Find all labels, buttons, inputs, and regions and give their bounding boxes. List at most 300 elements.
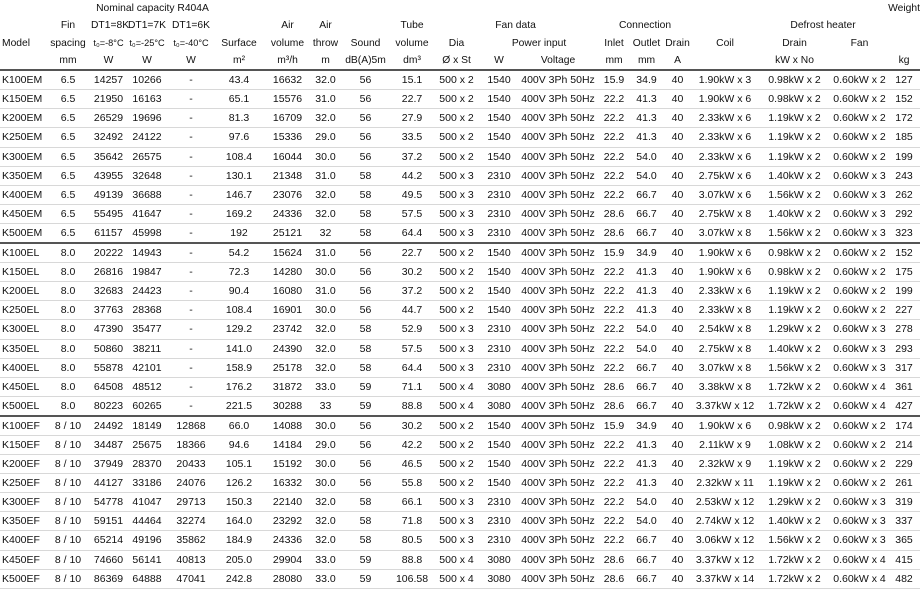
surface-cell: 242.8 xyxy=(225,572,253,585)
table-header xyxy=(0,0,920,70)
outlet-cell: 41.3 xyxy=(636,304,657,317)
air-throw-cell: 30.0 xyxy=(315,458,336,471)
outlet-cell: 34.9 xyxy=(636,74,657,87)
capacity-dt6-cell: - xyxy=(189,188,193,201)
outlet-cell: 66.7 xyxy=(636,572,657,585)
capacity-dt6-cell: - xyxy=(189,131,193,144)
air-volume-cell: 14280 xyxy=(272,266,303,279)
sound-cell: 58 xyxy=(359,207,372,220)
capacity-dt6-cell: - xyxy=(189,285,193,298)
drain-cell: 40 xyxy=(671,458,684,471)
drain-cell: 40 xyxy=(671,285,684,298)
voltage-cell: 400V 3Ph 50Hz xyxy=(521,74,595,87)
air-volume-cell: 25121 xyxy=(272,226,303,239)
air-volume-cell: 16901 xyxy=(272,304,303,317)
defrost-drain-cell: 1.19kW x 2 xyxy=(768,112,821,125)
model-cell: K350EM xyxy=(2,169,43,182)
fan-cell: 0.60kW x 4 xyxy=(833,380,886,393)
fan-power-cell: 1540 xyxy=(487,438,511,451)
coil-cell: 1.90kW x 6 xyxy=(698,266,752,279)
capacity-dt7-cell: 28370 xyxy=(132,458,162,471)
sound-cell: 56 xyxy=(359,304,372,317)
capacity-dt7-cell: 32648 xyxy=(132,169,162,182)
air-throw-cell: 33.0 xyxy=(315,380,336,393)
inlet-cell: 22.2 xyxy=(603,304,625,317)
coil-cell: 2.75kW x 8 xyxy=(698,207,752,220)
surface-cell: 105.1 xyxy=(225,458,253,471)
table-row xyxy=(0,282,920,301)
fin-spacing-cell: 6.5 xyxy=(60,131,76,144)
voltage-cell: 400V 3Ph 50Hz xyxy=(521,342,595,355)
table-row xyxy=(0,147,920,166)
surface-cell: 81.3 xyxy=(228,112,250,125)
table-row xyxy=(0,531,920,550)
fan-power-cell: 2310 xyxy=(487,323,511,336)
capacity-dt6-cell: 32274 xyxy=(176,515,206,528)
sound-cell: 56 xyxy=(359,285,372,298)
air-throw-cell: 33.0 xyxy=(315,572,336,585)
fan-dia-cell: 500 x 2 xyxy=(439,419,474,432)
fan-header: Fan xyxy=(850,37,869,49)
model-cell: K400EL xyxy=(2,361,40,374)
fan-dia-cell: 500 x 4 xyxy=(439,553,474,566)
inlet-cell: 28.6 xyxy=(603,399,625,412)
model-cell: K150EF xyxy=(2,438,40,451)
tube-volume-cell: 64.4 xyxy=(401,226,423,239)
weight-cell: 415 xyxy=(895,553,913,566)
w-unit-2: W xyxy=(142,54,152,66)
coil-cell: 3.07kW x 6 xyxy=(698,188,752,201)
coil-cell: 3.38kW x 8 xyxy=(698,380,752,393)
fan-cell: 0.60kW x 4 xyxy=(833,399,886,412)
capacity-dt6-cell: - xyxy=(189,169,193,182)
drain-cell: 40 xyxy=(671,188,684,201)
outlet-cell: 66.7 xyxy=(636,534,657,547)
drain-cell: 40 xyxy=(671,399,684,412)
tube-volume-cell: 52.9 xyxy=(401,323,423,336)
weight-cell: 199 xyxy=(895,150,913,163)
air-throw-cell: 32.0 xyxy=(315,342,336,355)
fan-power-cell: 1540 xyxy=(487,112,511,125)
capacity-dt7-cell: 48512 xyxy=(132,380,162,393)
air-throw-cell: 32.0 xyxy=(315,496,336,509)
outlet-cell: 54.0 xyxy=(636,342,657,355)
sound-cell: 59 xyxy=(359,380,372,393)
inlet-cell: 15.9 xyxy=(603,74,625,87)
coil-cell: 2.33kW x 6 xyxy=(698,131,752,144)
defrost-drain-cell: 1.72kW x 2 xyxy=(768,399,821,412)
table-row xyxy=(0,512,920,531)
sound-cell: 56 xyxy=(359,247,372,260)
air-throw-unit: m xyxy=(321,54,330,66)
surface-cell: 169.2 xyxy=(225,207,253,220)
fan-cell: 0.60kW x 2 xyxy=(833,477,886,490)
w-unit-3: W xyxy=(186,54,196,66)
voltage-cell: 400V 3Ph 50Hz xyxy=(521,534,595,547)
fin-spacing-cell: 8 / 10 xyxy=(54,438,82,451)
defrost-drain-cell: 1.40kW x 2 xyxy=(768,342,821,355)
fan-power-cell: 3080 xyxy=(487,380,511,393)
tube-volume-unit: dm³ xyxy=(403,54,421,66)
capacity-dt8-cell: 14257 xyxy=(93,74,124,87)
air-volume-cell: 16632 xyxy=(272,74,303,87)
weight-cell: 127 xyxy=(895,74,913,87)
weight-cell: 227 xyxy=(895,304,913,317)
air-throw-cell: 32.0 xyxy=(315,112,336,125)
surface-cell: 205.0 xyxy=(225,553,253,566)
tube-volume-cell: 15.1 xyxy=(401,74,423,87)
coil-cell: 2.33kW x 6 xyxy=(698,285,752,298)
sound-cell: 58 xyxy=(359,188,372,201)
inlet-cell: 28.6 xyxy=(603,207,625,220)
air-throw-cell: 32.0 xyxy=(315,323,336,336)
surface-header: Surface xyxy=(221,37,257,49)
coil-cell: 1.90kW x 3 xyxy=(698,74,752,87)
fan-cell: 0.60kW x 2 xyxy=(833,419,886,432)
capacity-dt7-cell: 35477 xyxy=(132,323,162,336)
outlet-cell: 66.7 xyxy=(636,188,657,201)
tube-volume-cell: 42.2 xyxy=(401,438,423,451)
air-throw-cell: 31.0 xyxy=(315,285,336,298)
weight-cell: 427 xyxy=(895,399,913,412)
fan-power-cell: 2310 xyxy=(487,207,511,220)
inlet-cell: 28.6 xyxy=(603,380,625,393)
defrost-drain-cell: 1.40kW x 2 xyxy=(768,207,821,220)
fin-spacing-cell: 8.0 xyxy=(60,323,76,336)
table-row xyxy=(0,185,920,204)
air-volume-label: volume xyxy=(270,37,305,49)
defrost-drain-cell: 0.98kW x 2 xyxy=(768,93,821,106)
capacity-dt7-cell: 25675 xyxy=(132,438,162,451)
air-throw-cell: 32.0 xyxy=(315,207,336,220)
surface-cell: 184.9 xyxy=(225,534,253,547)
drain-cell: 40 xyxy=(671,226,684,239)
coil-cell: 2.33kW x 6 xyxy=(698,150,752,163)
air-throw-cell: 33 xyxy=(319,399,332,412)
model-cell: K300EL xyxy=(2,323,40,336)
fan-cell: 0.60kW x 3 xyxy=(833,342,886,355)
inlet-cell: 15.9 xyxy=(603,247,625,260)
weight-cell: 243 xyxy=(895,169,913,182)
fan-dia-cell: 500 x 2 xyxy=(439,150,474,163)
fin-spacing-cell: 8.0 xyxy=(60,266,76,279)
fan-data-header: Fan data xyxy=(495,20,536,32)
air-throw-cell: 32.0 xyxy=(315,188,336,201)
defrost-drain-cell: 0.98kW x 2 xyxy=(768,247,821,260)
air-throw-cell: 32.0 xyxy=(315,534,336,547)
tube-volume-cell: 57.5 xyxy=(401,207,423,220)
inlet-header: Inlet xyxy=(604,37,624,49)
voltage-cell: 400V 3Ph 50Hz xyxy=(521,131,595,144)
air-volume-cell: 15192 xyxy=(272,458,303,471)
coil-cell: 3.06kW x 12 xyxy=(695,534,755,547)
sound-cell: 59 xyxy=(359,553,372,566)
air-volume-cell: 15624 xyxy=(272,247,303,260)
capacity-dt8-cell: 21950 xyxy=(93,93,124,106)
coil-cell: 1.90kW x 6 xyxy=(698,93,752,106)
weight-cell: 229 xyxy=(895,458,913,471)
table-row xyxy=(0,243,920,263)
capacity-dt7-cell: 18149 xyxy=(132,419,162,432)
table-row xyxy=(0,128,920,147)
fin-spacing-cell: 6.5 xyxy=(60,207,76,220)
capacity-dt7-cell: 64888 xyxy=(132,572,162,585)
coil-cell: 3.37kW x 12 xyxy=(695,399,755,412)
capacity-dt7-cell: 10266 xyxy=(132,74,162,87)
capacity-dt8-cell: 50860 xyxy=(93,342,124,355)
surface-cell: 176.2 xyxy=(225,380,253,393)
outlet-cell: 66.7 xyxy=(636,361,657,374)
table-row xyxy=(0,263,920,282)
fan-dia-cell: 500 x 2 xyxy=(439,266,474,279)
inlet-cell: 15.9 xyxy=(603,419,625,432)
fan-dia-cell: 500 x 2 xyxy=(439,93,474,106)
t0-minus40-header: t₀=-40°C xyxy=(173,37,209,48)
fan-power-cell: 1540 xyxy=(487,477,511,490)
capacity-dt6-cell: 12868 xyxy=(176,419,206,432)
air-volume-cell: 14088 xyxy=(272,419,303,432)
table-row xyxy=(0,455,920,474)
fan-cell: 0.60kW x 2 xyxy=(833,74,886,87)
drain-cell: 40 xyxy=(671,93,684,106)
drain-cell: 40 xyxy=(671,207,684,220)
voltage-cell: 400V 3Ph 50Hz xyxy=(521,380,595,393)
tube-volume-cell: 30.2 xyxy=(401,266,423,279)
fan-power-cell: 3080 xyxy=(487,553,511,566)
fan-power-cell: 1540 xyxy=(487,266,511,279)
air-volume-cell: 23076 xyxy=(272,188,303,201)
voltage-cell: 400V 3Ph 50Hz xyxy=(521,553,595,566)
sound-cell: 56 xyxy=(359,477,372,490)
outlet-header: Outlet xyxy=(632,37,661,49)
outlet-cell: 41.3 xyxy=(636,112,657,125)
fan-dia-cell: 500 x 3 xyxy=(439,496,474,509)
defrost-drain-cell: 1.19kW x 2 xyxy=(768,458,821,471)
coil-cell: 2.33kW x 6 xyxy=(698,112,752,125)
outlet-cell: 41.3 xyxy=(636,266,657,279)
outlet-cell: 34.9 xyxy=(636,247,657,260)
fan-dia-cell: 500 x 3 xyxy=(439,342,474,355)
air-volume-unit: m³/h xyxy=(277,54,298,66)
table-row xyxy=(0,435,920,454)
weight-cell: 319 xyxy=(895,496,913,509)
air-volume-cell: 16709 xyxy=(272,112,303,125)
capacity-dt6-cell: 47041 xyxy=(176,572,206,585)
drain-cell: 40 xyxy=(671,534,684,547)
voltage-cell: 400V 3Ph 50Hz xyxy=(521,572,595,585)
inlet-cell: 22.2 xyxy=(603,150,625,163)
drain-cell: 40 xyxy=(671,380,684,393)
weight-cell: 337 xyxy=(895,515,913,528)
fan-cell: 0.60kW x 3 xyxy=(833,323,886,336)
table-row xyxy=(0,90,920,109)
fan-cell: 0.60kW x 2 xyxy=(833,266,886,279)
defrost-drain-cell: 1.19kW x 2 xyxy=(768,477,821,490)
air-volume-cell: 24390 xyxy=(272,342,303,355)
table-row xyxy=(0,223,920,243)
fan-dia-cell: 500 x 3 xyxy=(439,169,474,182)
tube-volume-cell: 27.9 xyxy=(401,112,423,125)
capacity-dt8-cell: 32492 xyxy=(93,131,124,144)
table-row xyxy=(0,204,920,223)
fan-dia-cell: 500 x 2 xyxy=(439,458,474,471)
defrost-drain-cell: 1.72kW x 2 xyxy=(768,553,821,566)
capacity-dt8-cell: 55495 xyxy=(93,207,124,220)
coil-cell: 2.33kW x 8 xyxy=(698,304,752,317)
sound-cell: 58 xyxy=(359,361,372,374)
weight-cell: 317 xyxy=(895,361,913,374)
table-row xyxy=(0,396,920,416)
fin-spacing-cell: 6.5 xyxy=(60,112,76,125)
fan-dia-cell: 500 x 3 xyxy=(439,515,474,528)
voltage-cell: 400V 3Ph 50Hz xyxy=(521,93,595,106)
weight-cell: 278 xyxy=(895,323,913,336)
model-cell: K100EL xyxy=(2,247,40,260)
outlet-unit: mm xyxy=(637,54,656,66)
fan-cell: 0.60kW x 3 xyxy=(833,226,886,239)
capacity-dt6-cell: - xyxy=(189,207,193,220)
spacing-unit: mm xyxy=(59,54,77,66)
coil-cell: 3.07kW x 8 xyxy=(698,361,752,374)
voltage-cell: 400V 3Ph 50Hz xyxy=(521,304,595,317)
defrost-drain-cell: 1.19kW x 2 xyxy=(768,131,821,144)
capacity-dt6-cell: 18366 xyxy=(176,438,206,451)
outlet-cell: 41.3 xyxy=(636,93,657,106)
fin-spacing-cell: 6.5 xyxy=(60,169,76,182)
outlet-cell: 54.0 xyxy=(636,169,657,182)
air-throw-cell: 30.0 xyxy=(315,150,336,163)
capacity-dt6-cell: 35862 xyxy=(176,534,206,547)
fan-power-cell: 1540 xyxy=(487,304,511,317)
connection-header: Connection xyxy=(618,20,672,32)
sound-cell: 58 xyxy=(359,323,372,336)
fin-spacing-cell: 8.0 xyxy=(60,285,76,298)
outlet-cell: 54.0 xyxy=(636,515,657,528)
voltage-cell: 400V 3Ph 50Hz xyxy=(521,285,595,298)
fin-spacing-cell: 8 / 10 xyxy=(54,477,82,490)
fin-spacing-cell: 8 / 10 xyxy=(54,553,82,566)
tube-volume-label: volume xyxy=(395,37,429,49)
air-volume-cell: 15576 xyxy=(272,93,303,106)
capacity-dt8-cell: 35642 xyxy=(93,150,124,163)
fan-cell: 0.60kW x 2 xyxy=(833,131,886,144)
outlet-cell: 54.0 xyxy=(636,150,657,163)
capacity-dt7-cell: 19847 xyxy=(132,266,162,279)
coil-header: Coil xyxy=(716,37,734,49)
voltage-cell: 400V 3Ph 50Hz xyxy=(521,247,595,260)
surface-cell: 158.9 xyxy=(225,361,253,374)
fan-power-cell: 2310 xyxy=(487,496,511,509)
voltage-cell: 400V 3Ph 50Hz xyxy=(521,361,595,374)
fan-dia-cell: 500 x 2 xyxy=(439,285,474,298)
air-volume-cell: 22140 xyxy=(272,496,303,509)
fan-dia-cell: 500 x 2 xyxy=(439,247,474,260)
inlet-cell: 22.2 xyxy=(603,438,625,451)
capacity-dt7-cell: 45998 xyxy=(132,226,162,239)
table-row xyxy=(0,358,920,377)
model-cell: K500EM xyxy=(2,226,43,239)
fan-power-cell: 1540 xyxy=(487,131,511,144)
outlet-cell: 54.0 xyxy=(636,496,657,509)
air-volume-cell: 16044 xyxy=(272,150,303,163)
capacity-dt8-cell: 47390 xyxy=(93,323,124,336)
dt1-7k-header: DT1=7K xyxy=(127,20,167,32)
inlet-cell: 28.6 xyxy=(603,553,625,566)
coil-cell: 1.90kW x 6 xyxy=(698,247,752,260)
sound-cell: 56 xyxy=(359,419,372,432)
tube-volume-cell: 46.5 xyxy=(401,458,423,471)
surface-cell: 97.6 xyxy=(228,131,250,144)
sound-cell: 56 xyxy=(359,131,372,144)
dia-unit: Ø x St xyxy=(442,54,471,66)
table-row xyxy=(0,70,920,90)
capacity-dt6-cell: 20433 xyxy=(176,458,206,471)
tube-volume-cell: 44.7 xyxy=(401,304,423,317)
air-volume-cell: 23292 xyxy=(272,515,303,528)
capacity-dt8-cell: 44127 xyxy=(93,477,124,490)
tube-volume-cell: 66.1 xyxy=(401,496,423,509)
header-row-2 xyxy=(0,17,920,34)
model-cell: K400EF xyxy=(2,534,40,547)
fan-power-cell: 2310 xyxy=(487,534,511,547)
capacity-dt7-cell: 38211 xyxy=(132,342,162,355)
fin-spacing-cell: 8.0 xyxy=(60,247,76,260)
sound-cell: 58 xyxy=(359,496,372,509)
surface-unit: m² xyxy=(233,54,246,66)
drain-cell: 40 xyxy=(671,169,684,182)
drain-cell: 40 xyxy=(671,266,684,279)
power-input-header: Power input xyxy=(511,37,567,49)
header-row-4 xyxy=(0,52,920,70)
inlet-cell: 22.2 xyxy=(603,112,625,125)
voltage-cell: 400V 3Ph 50Hz xyxy=(521,188,595,201)
fan-cell: 0.60kW x 4 xyxy=(833,572,886,585)
dt1-8k-header: DT1=8K xyxy=(91,20,130,32)
capacity-dt8-cell: 32683 xyxy=(93,285,124,298)
capacity-dt7-cell: 44464 xyxy=(132,515,162,528)
capacity-dt6-cell: - xyxy=(189,304,193,317)
voltage-cell: 400V 3Ph 50Hz xyxy=(521,419,595,432)
sound-cell: 56 xyxy=(359,112,372,125)
fan-cell: 0.60kW x 3 xyxy=(833,515,886,528)
capacity-dt6-cell: 40813 xyxy=(176,553,206,566)
model-cell: K150EM xyxy=(2,93,43,106)
capacity-dt7-cell: 56141 xyxy=(132,553,162,566)
capacity-dt8-cell: 49139 xyxy=(93,188,124,201)
drain-header: Drain xyxy=(665,37,690,49)
capacity-dt8-cell: 86369 xyxy=(93,572,124,585)
fin-spacing-cell: 8.0 xyxy=(60,342,76,355)
fin-spacing-cell: 8.0 xyxy=(60,304,76,317)
air-volume-cell: 16332 xyxy=(272,477,303,490)
surface-cell: 65.1 xyxy=(228,93,250,106)
surface-cell: 108.4 xyxy=(225,150,253,163)
surface-cell: 66.0 xyxy=(228,419,250,432)
air-throw-cell: 30.0 xyxy=(315,304,336,317)
capacity-dt6-cell: - xyxy=(189,112,193,125)
fin-spacing-cell: 8.0 xyxy=(60,399,76,412)
air-throw-cell: 32.0 xyxy=(315,515,336,528)
capacity-dt6-cell: 29713 xyxy=(176,496,206,509)
fan-power-cell: 2310 xyxy=(487,188,511,201)
air-throw-cell: 32.0 xyxy=(315,74,336,87)
fan-cell: 0.60kW x 3 xyxy=(833,361,886,374)
defrost-drain-cell: 1.56kW x 2 xyxy=(768,361,821,374)
coil-cell: 2.11kW x 9 xyxy=(699,438,751,451)
capacity-dt8-cell: 64508 xyxy=(93,380,124,393)
fan-dia-cell: 500 x 4 xyxy=(439,572,474,585)
capacity-dt7-cell: 14943 xyxy=(132,247,162,260)
